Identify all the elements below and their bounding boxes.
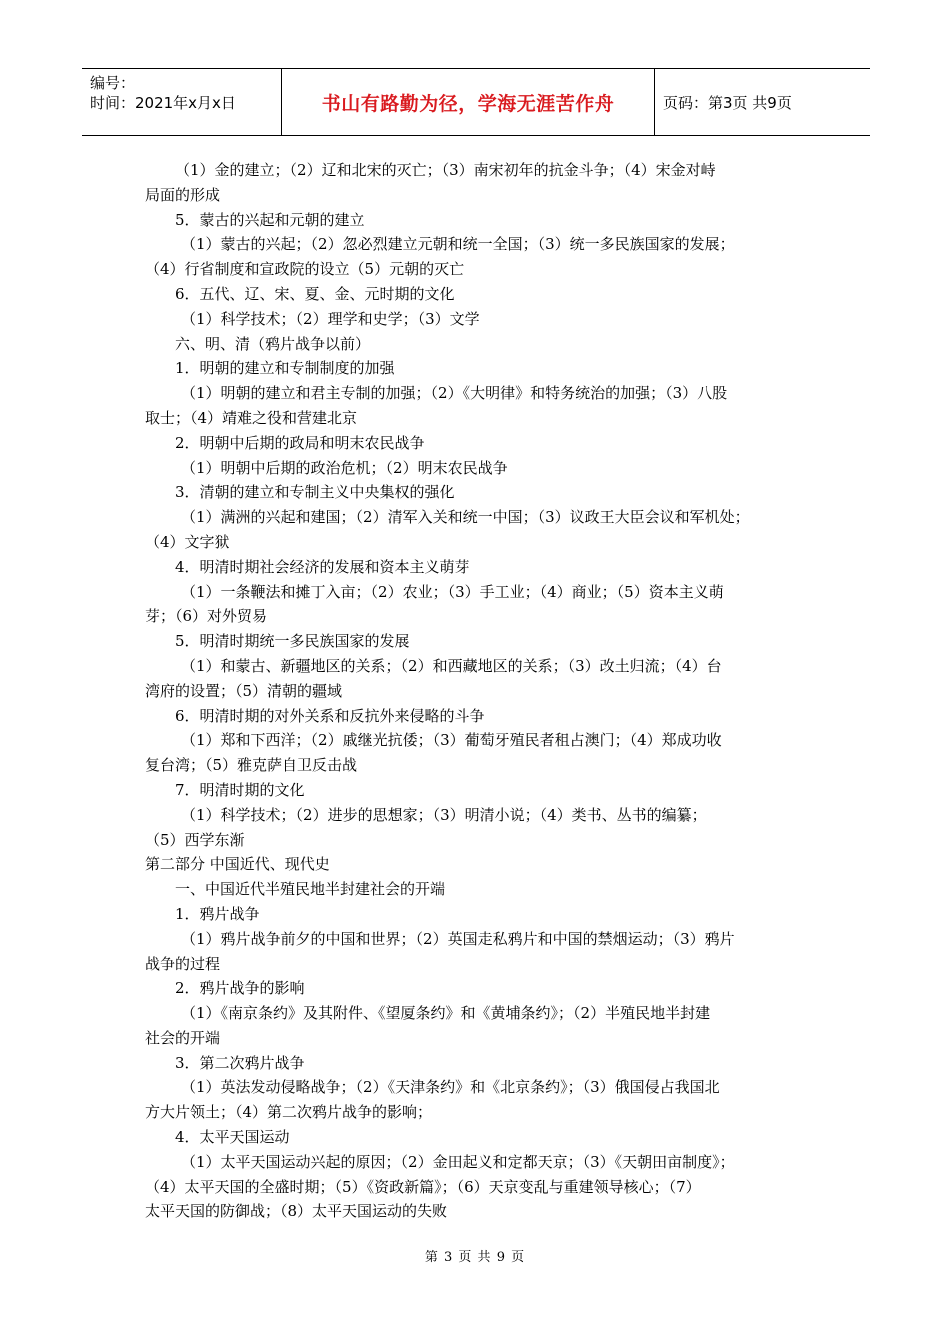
text-line: 方大片领土；（4）第二次鸦片战争的影响；: [145, 1103, 433, 1122]
text-line: （1）明朝中后期的政治危机；（2）明末农民战争: [181, 458, 508, 477]
text-line: （4）太平天国的全盛时期；（5）《资政新篇》；（6）天京变乱与重建领导核心；（7）: [145, 1177, 701, 1196]
header-motto: 书山有路勤为径，学海无涯苦作舟: [282, 69, 655, 135]
text-line: （1）鸦片战争前夕的中国和世界；（2）英国走私鸦片和中国的禁烟运动；（3）鸦片: [181, 929, 735, 948]
text-line: 芽；（6）对外贸易: [145, 607, 268, 626]
text-line: 太平天国的防御战；（8）太平天国运动的失败: [145, 1202, 448, 1221]
text-line: （5）西学东渐: [145, 830, 245, 849]
text-line: （1）科学技术；（2）理学和史学；（3）文学: [181, 309, 480, 328]
text-line: （1）明朝的建立和君主专制的加强；（2）《大明律》和特务统治的加强；（3）八股: [181, 384, 728, 403]
text-line: 第二部分 中国近代、现代史: [145, 855, 330, 874]
text-line: （1）一条鞭法和摊丁入亩；（2）农业；（3）手工业；（4）商业；（5）资本主义萌: [181, 582, 724, 601]
text-line: （1）科学技术；（2）进步的思想家；（3）明清小说；（4）类书、丛书的编纂；: [181, 805, 707, 824]
page-header: [82, 68, 870, 136]
text-line: 战争的过程: [145, 954, 221, 973]
text-line: 2．明朝中后期的政局和明末农民战争: [175, 433, 425, 452]
document-number-label: 编号：: [90, 74, 136, 92]
text-line: （4）文字狱: [145, 532, 230, 551]
text-line: 一、中国近代半殖民地半封建社会的开端: [175, 880, 446, 899]
text-line: 3．第二次鸦片战争: [175, 1053, 305, 1072]
text-line: （1）金的建立；（2）辽和北宋的灭亡；（3）南宋初年的抗金斗争；（4）宋金对峙: [175, 161, 716, 179]
text-line: 1．鸦片战争: [175, 904, 260, 923]
header-page-number: 页码：第3页 共9页: [663, 93, 792, 112]
header-meta-cell: [82, 69, 282, 135]
document-body: [145, 158, 810, 1224]
text-line: （1）太平天国运动兴起的原因；（2）金田起义和定都天京；（3）《天朝田亩制度》；: [181, 1152, 735, 1171]
text-line: 6．五代、辽、宋、夏、金、元时期的文化: [175, 284, 455, 303]
text-line: （1）和蒙古、新疆地区的关系；（2）和西藏地区的关系；（3）改土归流；（4）台: [181, 656, 722, 675]
text-line: 复台湾；（5）雅克萨自卫反击战: [145, 756, 358, 775]
text-line: 社会的开端: [145, 1028, 221, 1047]
text-line: 局面的形成: [145, 185, 221, 204]
text-line: 5．明清时期统一多民族国家的发展: [175, 632, 410, 651]
text-line: （1）郑和下西洋；（2）戚继光抗倭；（3）葡萄牙殖民者租占澳门；（4）郑成功收: [181, 731, 722, 750]
text-line: 7．明清时期的文化: [175, 780, 305, 799]
text-line: 4．明清时期社会经济的发展和资本主义萌芽: [175, 557, 470, 576]
text-line: 2．鸦片战争的影响: [175, 979, 305, 998]
text-line: （1）满洲的兴起和建国；（2）清军入关和统一中国；（3）议政王大臣会议和军机处；: [181, 508, 750, 527]
text-line: 湾府的设置；（5）清朝的疆域: [145, 681, 343, 700]
text-line: （1）英法发动侵略战争；（2）《天津条约》和《北京条约》；（3）俄国侵占我国北: [181, 1078, 720, 1097]
text-line: 取士；（4）靖难之役和营建北京: [145, 408, 358, 427]
text-line: （1）《南京条约》及其附件、《望厦条约》和《黄埔条约》；（2）半殖民地半封建: [181, 1004, 711, 1023]
text-line: （1）蒙古的兴起；（2）忽必烈建立元朝和统一全国；（3）统一多民族国家的发展；: [181, 235, 735, 254]
text-line: （4）行省制度和宣政院的设立（5）元朝的灭亡: [145, 260, 465, 279]
text-line: 4．太平天国运动: [175, 1128, 290, 1147]
text-line: 六、明、清（鸦片战争以前）: [175, 334, 371, 353]
page-footer: 第 3 页 共 9 页: [424, 1250, 526, 1265]
text-line: 3．清朝的建立和专制主义中央集权的强化: [175, 483, 455, 502]
text-line: 5．蒙古的兴起和元朝的建立: [175, 210, 365, 229]
text-line: 6．明清时期的对外关系和反抗外来侵略的斗争: [175, 706, 485, 725]
text-line: 1．明朝的建立和专制制度的加强: [175, 359, 395, 378]
document-date-label: 时间：2021年x月x日: [90, 94, 236, 112]
